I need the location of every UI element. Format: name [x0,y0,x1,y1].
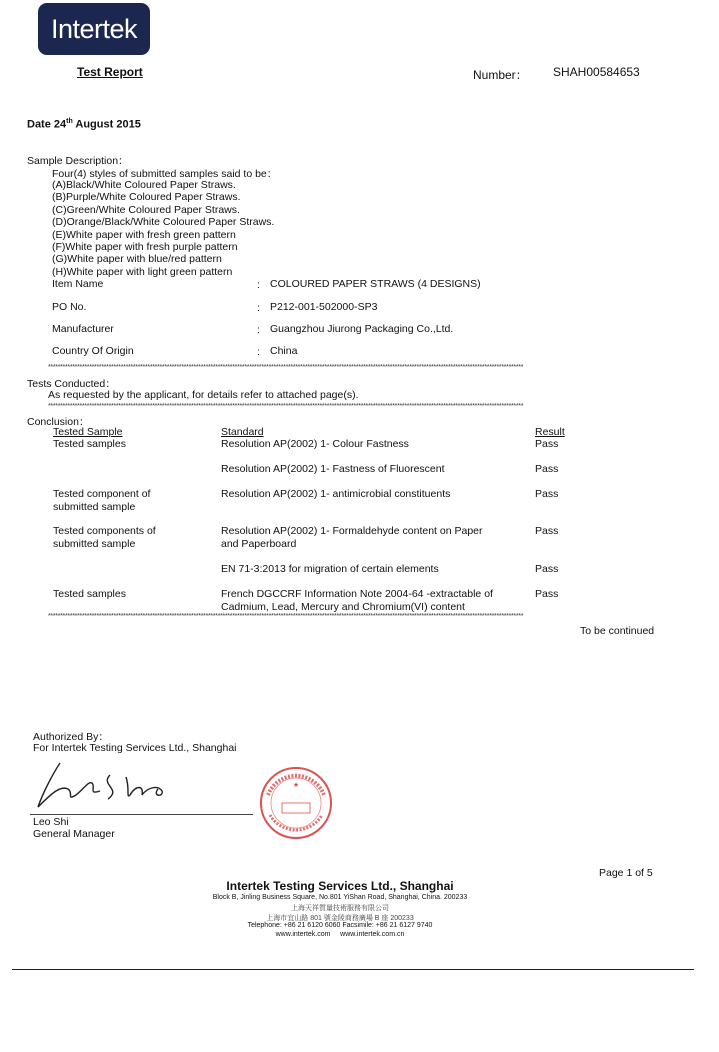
field-label: PO No. [52,301,87,313]
signature [30,755,180,815]
field-value: Guangzhou Jiurong Packaging Co.,Ltd. [270,323,454,335]
sample-item: (C)Green/White Coloured Paper Straws. [52,203,240,216]
footer-cn-address: 上海市宜山路 801 號金陵商務廣場 B 座 200233 [266,915,414,922]
row-result: Pass [535,563,559,575]
col-sample-header: Tested Sample [53,426,123,438]
row-standard: Resolution AP(2002) 1- antimicrobial constituents [221,488,451,500]
row-standard: EN 71-3:2013 for migration of certain elements [221,563,439,575]
sample-item: (E)White paper with fresh green pattern [52,228,236,241]
to-be-continued: To be continued [580,625,655,637]
report-date [27,118,141,131]
footer-company: Intertek Testing Services Ltd., Shanghai [226,879,454,893]
footer-rule [12,969,694,970]
page-number: Page 1 of 5 [599,867,653,879]
tests-heading: Tests Conducted： [27,378,116,390]
sample-item: (H)White paper with light green pattern [52,265,233,278]
field-label: Manufacturer [52,323,114,335]
field-value: P212-001-502000-SP3 [270,301,378,313]
sample-item: (A)Black/White Coloured Paper Straws. [52,179,236,191]
sample-item: (G)White paper with blue/red pattern [52,253,222,266]
row-sample: Tested samples [53,438,126,450]
number-label: Number： [473,68,528,82]
footer-cn-name: 上海天祥質量技術服務有限公司 [291,905,389,912]
sample-item: (F)White paper with fresh purple pattern [52,241,238,253]
conclusion-heading: Conclusion： [27,416,90,428]
field-label: Country Of Origin [52,345,134,357]
company-stamp [258,765,334,841]
field-value: COLOURED PAPER STRAWS (4 DESIGNS) [270,278,481,290]
separator: **************************************************************************************************************************************************************************************************** [48,364,524,371]
report-number: SHAH00584653 [553,65,640,79]
col-result-header: Result [535,426,565,438]
intertek-logo: Intertek [38,3,150,55]
footer-address: Block B, Jinling Business Square, No.801 YiShan Road, Shanghai, China. 200233 [212,894,468,901]
field-separator: : [257,302,260,314]
footer-web[interactable]: www.intertek.com www.intertek.com.cn [275,931,405,938]
field-separator: : [257,346,260,358]
sample-heading: Sample Description： [27,155,129,167]
row-standard: Resolution AP(2002) 1- Formaldehyde content on Paper and Paperboard [221,525,483,550]
row-standard: Resolution AP(2002) 1- Fastness of Fluorescent [221,463,445,475]
signer-role: General Manager [33,828,115,840]
separator: **************************************************************************************************************************************************************************************************** [48,403,524,410]
row-result: Pass [535,463,559,475]
authorized-label: Authorized By： [33,731,109,743]
tests-text: As requested by the applicant, for details refer to attached page(s). [48,389,359,401]
signer-name: Leo Shi [33,816,69,828]
separator: **************************************************************************************************************************************************************************************************** [48,613,524,620]
sample-item: (D)Orange/Black/White Coloured Paper Straws. [52,216,275,229]
field-value: China [270,345,298,357]
report-title: Test Report [77,65,143,79]
signature-line [30,814,253,815]
field-label: Item Name [52,278,104,290]
row-standard: French DGCCRF Information Note 2004-64 -extractable of Cadmium, Lead, Mercury and Chromium(VI) content [221,588,493,613]
date-day: Date 24 [27,118,67,131]
sample-intro: Four(4) styles of submitted samples said to be： [52,168,278,180]
row-result: Pass [535,588,559,600]
authorized-company: For Intertek Testing Services Ltd., Shanghai [33,742,237,754]
row-sample: Tested components of submitted sample [53,525,156,550]
col-standard-header: Standard [221,426,264,438]
date-rest: August 2015 [72,118,141,131]
row-sample: Tested component of submitted sample [53,488,151,513]
row-sample: Tested samples [53,588,126,600]
row-standard: Resolution AP(2002) 1- Colour Fastness [221,438,409,450]
field-separator: : [257,279,260,291]
svg-text:★: ★ [292,782,300,789]
sample-item: (B)Purple/White Coloured Paper Straws. [52,191,241,204]
field-separator: : [257,324,260,336]
row-result: Pass [535,488,559,500]
row-result: Pass [535,525,559,537]
footer-phone: Telephone: +86 21 6120 6060 Facsimile: +86 21 6127 9740 [247,922,433,929]
row-result: Pass [535,438,559,450]
date-sup: th [66,118,73,125]
